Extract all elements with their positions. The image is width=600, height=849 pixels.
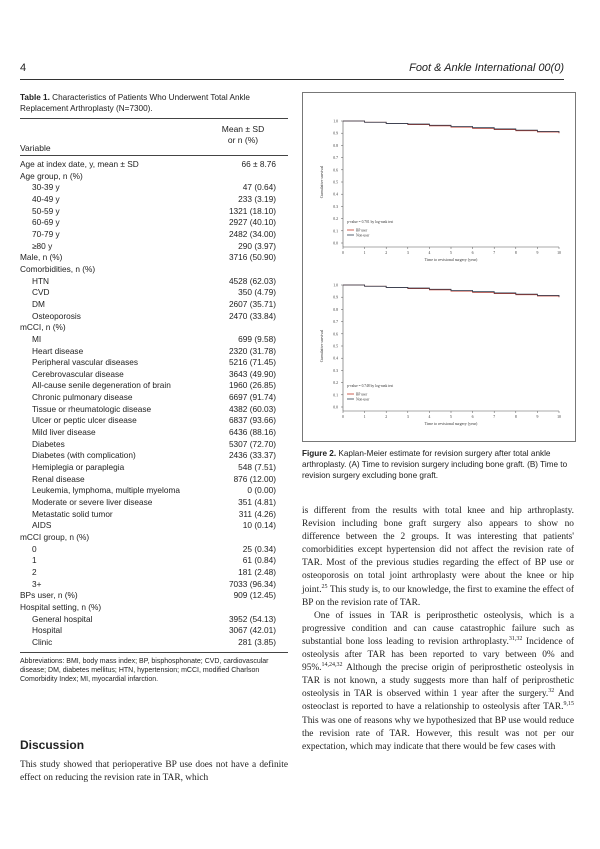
table-rows [20,159,288,649]
row-label: mCCI, n (%) [20,322,66,333]
row-label: AIDS [32,520,52,531]
row-label: 30-39 y [32,182,60,193]
table-row [20,264,288,276]
p1-text: is different from the results with total knee and hip arthroplasty. Revision including bone graft surgery also appears to show no difference between the 2 groups. It was interesting that patients' comorbidities except hypertension did not affect the revision rate of TAR. Most of the previous studies regarding the effect of BP use or osteoporosis on total joint arthroplasty were about the knee or hip joint. [302,506,574,595]
table-row [20,520,288,532]
row-value: 181 (2.48) [238,566,276,577]
x-tick-label: 8 [514,251,517,255]
table-row [20,159,288,171]
row-label: Osteoporosis [32,310,81,321]
y-tick-label: 0.6 [333,332,338,337]
row-label: Metastatic solid tumor [32,508,113,519]
row-label: ≥80 y [32,240,53,251]
y-tick-label: 0.3 [333,368,338,373]
y-tick-label: 0.5 [333,344,338,349]
table-row [20,485,288,497]
x-tick-label: 2 [385,251,388,255]
header-rule [20,79,564,80]
row-label: Male, n (%) [20,252,63,263]
citation: 14,24,32 [321,662,343,668]
row-label: Comorbidities, n (%) [20,263,96,274]
table-row [20,206,288,218]
row-value: 7033 (96.34) [228,578,276,589]
figure-caption-text: Kaplan-Meier estimate for revision surgery after total ankle arthroplasty. (A) Time to revision surgery including bone graft. (B) Time to revision surgery excluding bone graft. [302,449,568,480]
table-row [20,194,288,206]
row-label: General hospital [32,613,93,624]
x-tick-label: 9 [536,415,539,419]
x-tick-label: 5 [450,415,452,419]
table-bottom-rule [20,652,288,653]
row-label: Hospital setting, n (%) [20,601,102,612]
row-value: 3643 (49.90) [228,368,276,379]
row-label: Moderate or severe liver disease [32,497,153,508]
table-title: Characteristics of Patients Who Underwent Total Ankle Replacement Arthroplasty (N=7300). [20,93,250,113]
row-label: 60-69 y [32,217,60,228]
row-value: 6837 (93.66) [228,415,276,426]
x-tick-label: 0 [342,415,344,419]
row-label: Renal disease [32,473,85,484]
x-tick-label: 4 [428,415,431,419]
row-label: 3+ [32,578,42,589]
table-row [20,287,288,299]
row-value: 2607 (35.71) [228,298,276,309]
col-header-line-2: or n (%) [227,135,259,145]
row-value: 290 (3.97) [238,240,276,251]
table-row [20,369,288,381]
table-row [20,532,288,544]
table-row [20,346,288,358]
y-tick-label: 0.1 [333,393,338,398]
x-tick-label: 10 [557,415,561,419]
table-row [20,509,288,521]
row-label: 0 [32,543,37,554]
row-label: 1 [32,555,37,566]
row-label: Heart disease [32,345,84,356]
row-value: 548 (7.51) [238,462,276,473]
row-label: MI [32,333,42,344]
table-row [20,462,288,474]
table-row [20,229,288,241]
table-row [20,614,288,626]
y-tick-label: 0.5 [333,180,338,185]
x-tick-label: 3 [406,415,409,419]
row-value: 0 (0.00) [247,485,276,496]
table-row [20,357,288,369]
legend-label: Non-user [356,397,370,402]
table-row [20,439,288,451]
row-value: 3952 (54.13) [228,613,276,624]
table-row [20,276,288,288]
row-label: Leukemia, lymphoma, multiple myeloma [32,485,181,496]
row-value: 47 (0.64) [242,182,276,193]
x-tick-label: 8 [514,415,517,419]
row-label: 70-79 y [32,228,60,239]
y-tick-label: 0.7 [333,320,338,325]
table-row [20,311,288,323]
table-row [20,252,288,264]
right-column-text [302,505,574,754]
row-value: 4528 (62.03) [228,275,276,286]
y-tick-label: 0.8 [333,307,338,312]
row-label: 2 [32,566,37,577]
y-tick-label: 0.2 [333,381,338,386]
row-value: 3716 (50.90) [228,252,276,263]
legend-label: Non-user [356,233,370,238]
discussion-heading: Discussion [20,738,85,752]
row-value: 351 (4.81) [238,497,276,508]
y-tick-label: 0.9 [333,295,338,300]
row-value: 25 (0.34) [242,543,276,554]
log-rank-annotation: p-value = 0.748 by log-rank test [347,384,394,388]
row-label: Age group, n (%) [20,170,83,181]
page-number: 4 [20,62,27,74]
row-value: 2927 (40.10) [228,217,276,228]
row-label: Ulcer or peptic ulcer disease [32,415,137,426]
y-axis-label: Cumulative survival [319,165,324,199]
y-tick-label: 0.2 [333,217,338,222]
table-column-header [20,119,288,155]
row-value: 6436 (88.16) [228,427,276,438]
row-value: 1960 (26.85) [228,380,276,391]
y-tick-label: 0.3 [333,204,338,209]
table-row [20,450,288,462]
x-tick-label: 0 [342,251,344,255]
row-label: HTN [32,275,50,286]
row-value: 5307 (72.70) [228,438,276,449]
series-line-bp-user [343,285,559,297]
row-label: CVD [32,287,50,298]
row-value: 66 ± 8.76 [241,159,276,169]
row-label: DM [32,298,45,309]
row-label: Mild liver disease [32,427,96,438]
row-label: mCCI group, n (%) [20,532,90,542]
table-row [20,427,288,439]
table-label: Table 1. [20,93,50,102]
table-row [20,497,288,509]
row-label: Chronic pulmonary disease [32,392,133,403]
table-row [20,334,288,346]
figure-label: Figure 2. [302,449,337,458]
y-tick-label: 0.4 [333,356,338,361]
row-value: 4382 (60.03) [228,403,276,414]
citation: 31,32 [508,635,523,642]
row-value: 909 (12.45) [233,590,276,601]
table-row [20,625,288,637]
y-tick-label: 0.9 [333,131,338,136]
table-row [20,217,288,229]
x-tick-label: 1 [363,251,366,255]
table-row [20,567,288,579]
row-label: Hemiplegia or paraplegia [32,462,125,473]
table-caption [20,92,288,114]
row-value: 350 (4.79) [238,287,276,298]
table-row [20,380,288,392]
citation: 9,15 [563,701,574,708]
table-row [20,474,288,486]
citation: 32 [548,688,555,695]
journal-title: Foot & Ankle International 00(0) [409,62,564,74]
table-row [20,322,288,334]
row-value: 3067 (42.01) [228,625,276,636]
km-figure-svg [303,93,575,441]
row-value: 2436 (33.37) [228,450,276,461]
x-tick-label: 7 [493,251,496,255]
table-row [20,579,288,591]
paragraph-1 [302,505,574,610]
p2-text-d: And osteoclast is reported to have a relationship to osteolysis after TAR. [302,689,574,713]
x-axis-label: Time to revisional surgery (year) [424,421,478,426]
x-tick-label: 6 [471,251,474,255]
row-value: 1321 (18.10) [228,205,276,216]
table-row [20,544,288,556]
y-tick-label: 0.0 [333,241,338,246]
y-axis-label: Cumulative survival [319,329,324,363]
citation: 25 [321,583,328,590]
x-tick-label: 4 [428,251,431,255]
table-row [20,590,288,602]
row-value: 2470 (33.84) [228,310,276,321]
table-row [20,392,288,404]
p2-text-a: One of issues in TAR is periprosthetic osteolysis, which is a progressive condition and can cause catastrophic failure such as substantial bone loss leading to revision arthroplasty. [302,610,574,647]
x-tick-label: 10 [557,251,561,255]
p1-tail: This study is, to our knowledge, the first to examine the effect of BP on the revision rate of TAR. [302,584,574,608]
mean-sd-header [208,124,278,146]
row-value: 10 (0.14) [242,520,276,531]
table-1 [20,92,288,684]
row-label: 40-49 y [32,193,60,204]
p2-text-b: Incidence of osteolysis after TAR has been reported to vary between 0% and 95%. [302,636,575,674]
legend-label: BP user [356,392,368,397]
x-axis-label: Time to revisional surgery (year) [424,257,478,262]
row-value: 311 (4.26) [238,508,276,519]
x-tick-label: 7 [493,415,496,419]
row-label: Age at index date, y, mean ± SD [20,159,139,169]
table-row [20,171,288,183]
x-tick-label: 1 [363,415,366,419]
p2-text-c: Although the precise origin of periprosthetic osteolysis in TAR is not known, a study suggests more than half of periprosthetic osteolysis in TAR is observed within 1 year after the surgery. [302,663,574,700]
col-header-line-1: Mean ± SD [221,124,265,134]
y-tick-label: 0.7 [333,156,338,161]
row-label: Tissue or rheumatologic disease [32,403,152,414]
table-row [20,637,288,649]
row-label: Cerebrovascular disease [32,368,124,379]
x-tick-label: 6 [471,415,474,419]
table-row [20,182,288,194]
table-row [20,415,288,427]
table-row [20,404,288,416]
row-label: 50-59 y [32,205,60,216]
y-tick-label: 1.0 [333,119,338,124]
row-value: 699 (9.58) [238,333,276,344]
y-tick-label: 0.8 [333,143,338,148]
x-tick-label: 3 [406,251,409,255]
row-value: 233 (3.19) [238,193,276,204]
series-line-bp-user [343,121,559,133]
table-row [20,299,288,311]
variable-header: Variable [20,143,51,153]
row-label: Peripheral vascular diseases [32,357,139,368]
row-value: 876 (12.00) [233,473,276,484]
table-abbreviations: Abbreviations: BMI, body mass index; BP, bisphosphonate; CVD, cardiovascular disease; DM, diabetes mellitus; HTN, hypertension; mCCI, modified Charlson Comorbidity Index; MI, myocardial infarction. [20,657,269,684]
figure-2 [302,92,576,442]
y-tick-label: 0.0 [333,405,338,410]
p2-text-e: This was one of reasons why we hypothesized that BP use would reduce the revision rate of TAR. However, this result was not per our expectation, which may indicate that there would be few cases with [302,715,574,752]
row-label: Clinic [32,636,53,647]
row-label: All-cause senile degeneration of brain [32,380,171,391]
y-tick-label: 0.1 [333,229,338,234]
y-tick-label: 1.0 [333,283,338,288]
figure-caption [302,448,574,481]
y-tick-label: 0.4 [333,192,338,197]
paragraph-2 [302,610,574,754]
y-tick-label: 0.6 [333,168,338,173]
x-tick-label: 5 [450,251,452,255]
row-label: Hospital [32,625,62,636]
x-tick-label: 9 [536,251,539,255]
row-label: BPs user, n (%) [20,590,78,601]
log-rank-annotation: p-value = 0.701 by log-rank test [347,220,394,224]
row-value: 2320 (31.78) [228,345,276,356]
table-header-rule [20,155,288,156]
table-row [20,555,288,567]
discussion-body: This study showed that perioperative BP use does not have a definite effect on reducing the revision rate in TAR, which [20,760,288,784]
row-label: Diabetes [32,438,65,449]
row-value: 5216 (71.45) [228,357,276,368]
table-row [20,602,288,614]
legend-label: BP user [356,228,368,233]
row-value: 281 (3.85) [238,636,276,647]
row-value: 61 (0.84) [242,555,276,566]
row-value: 6697 (91.74) [228,392,276,403]
table-row [20,241,288,253]
row-label: Diabetes (with complication) [32,450,136,461]
row-value: 2482 (34.00) [228,228,276,239]
x-tick-label: 2 [385,415,388,419]
